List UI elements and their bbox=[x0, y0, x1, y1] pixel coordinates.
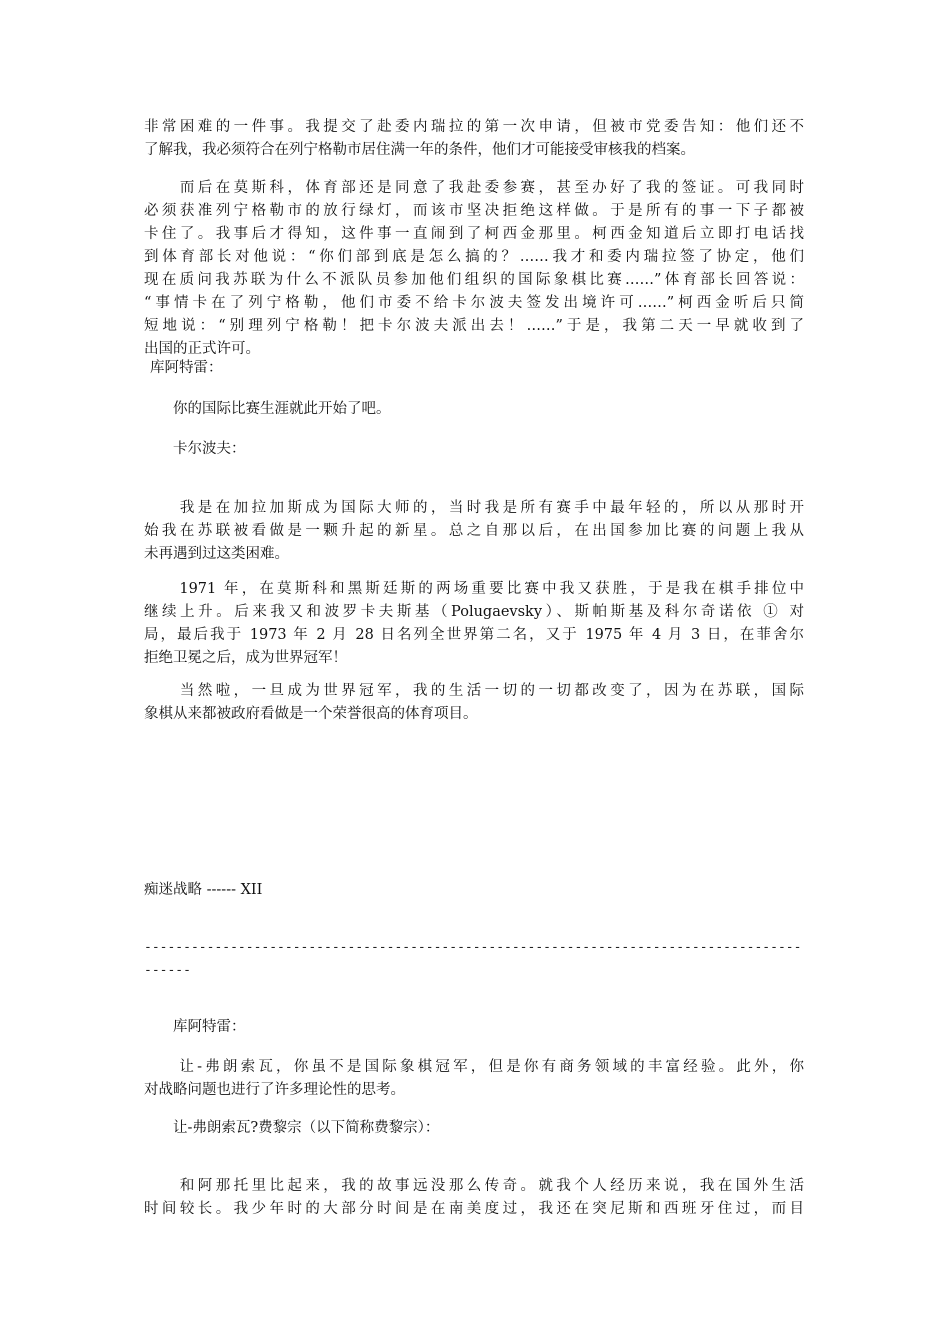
text-line: 1971 年，在莫斯科和黑斯廷斯的两场重要比赛中我又获胜，于是我在棋手排位中 bbox=[144, 581, 804, 597]
paragraph-5 bbox=[144, 680, 804, 726]
speaker-label: 让-弗朗索瓦?费黎宗（以下简称费黎宗）： bbox=[144, 1120, 440, 1136]
text-line: 当然啦，一旦成为世界冠军，我的生活一切的一切都改变了，因为在苏联，国际 bbox=[144, 683, 804, 699]
chapter-title: 痴迷战略 ------ XII bbox=[144, 882, 263, 898]
text-line: 到体育部长对他说：“你们部到底是怎么搞的？……我才和委内瑞拉签了协定，他们 bbox=[144, 249, 804, 265]
document-page bbox=[144, 0, 804, 1344]
text-line: 让-弗朗索瓦，你虽不是国际象棋冠军，但是你有商务领域的丰富经验。此外，你 bbox=[144, 1059, 804, 1075]
paragraph-3 bbox=[144, 497, 804, 566]
speaker-label: 库阿特雷： bbox=[150, 360, 223, 376]
text-line: 对战略问题也进行了许多理论性的思考。 bbox=[144, 1082, 405, 1098]
separator-line: ------------------------------------------------------------------------------------------ bbox=[144, 940, 802, 978]
text-line: 继续上升。后来我又和波罗卡夫斯基（Polugaevsky）、斯帕斯基及科尔奇诺依 ① 对 bbox=[144, 604, 804, 620]
question-text: 你的国际比赛生涯就此开始了吧。 bbox=[144, 401, 391, 417]
text-line: “事情卡在了列宁格勒，他们市委不给卡尔波夫签发出境许可……”柯西金听后只简 bbox=[144, 295, 804, 311]
text-line: 和阿那托里比起来，我的故事远没那么传奇。就我个人经历来说，我在国外生活 bbox=[144, 1178, 804, 1194]
text-line: 局，最后我于 1973 年 2 月 28 日名列全世界第二名，又于 1975 年 4 月 3 日，在菲舍尔 bbox=[144, 627, 804, 643]
paragraph-2 bbox=[144, 177, 804, 361]
speaker-label: 卡尔波夫： bbox=[144, 441, 246, 457]
text-line: 未再遇到过这类困难。 bbox=[144, 546, 289, 562]
text-line: 时间较长。我少年时的大部分时间是在南美度过，我还在突尼斯和西班牙住过，而目 bbox=[144, 1201, 804, 1217]
text-line: 拒绝卫冕之后，成为世界冠军！ bbox=[144, 650, 347, 666]
paragraph-4 bbox=[144, 578, 804, 670]
text-line: 非常困难的一件事。我提交了赴委内瑞拉的第一次申请，但被市党委告知：他们还不 bbox=[144, 119, 804, 135]
speaker-label: 库阿特雷： bbox=[144, 1019, 246, 1035]
text-line: 了解我，我必须符合在列宁格勒市居住满一年的条件，他们才可能接受审核我的档案。 bbox=[144, 142, 695, 158]
text-line: 我是在加拉加斯成为国际大师的，当时我是所有赛手中最年轻的，所以从那时开 bbox=[144, 500, 804, 516]
text-line: 出国的正式许可。 bbox=[144, 341, 260, 357]
paragraph-7 bbox=[144, 1175, 804, 1221]
text-line: 短地说：“别理列宁格勒！把卡尔波夫派出去！……”于是，我第二天一早就收到了 bbox=[144, 318, 804, 334]
text-line: 始我在苏联被看做是一颗升起的新星。总之自那以后，在出国参加比赛的问题上我从 bbox=[144, 523, 804, 539]
text-line: 必须获准列宁格勒市的放行绿灯，而该市坚决拒绝这样做。于是所有的事一下子都被 bbox=[144, 203, 804, 219]
text-line: 而后在莫斯科，体育部还是同意了我赴委参赛，甚至办好了我的签证。可我同时 bbox=[144, 180, 804, 196]
paragraph-6 bbox=[144, 1056, 804, 1102]
paragraph-1 bbox=[144, 116, 804, 162]
text-line: 卡住了。我事后才得知，这件事一直闹到了柯西金那里。柯西金知道后立即打电话找 bbox=[144, 226, 804, 242]
text-line: 现在质问我苏联为什么不派队员参加他们组织的国际象棋比赛……”体育部长回答说： bbox=[144, 272, 804, 288]
text-line: 象棋从来都被政府看做是一个荣誉很高的体育项目。 bbox=[144, 706, 478, 722]
